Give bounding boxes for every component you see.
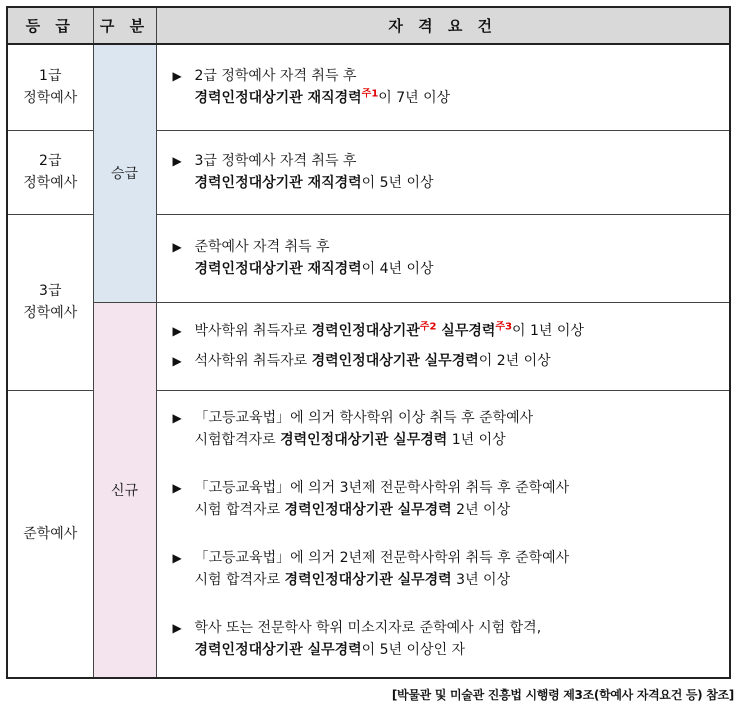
grade-label: 정학예사 [23, 90, 78, 107]
grade-label: 준학예사 [23, 525, 78, 542]
table-row [7, 44, 730, 130]
bullet-icon: ▶ [172, 410, 182, 425]
grade-cell-2 [7, 130, 93, 214]
list-item [173, 547, 720, 591]
footnote-marker: 주2 [419, 321, 437, 333]
req-bold: 경력인정대상기관 [311, 323, 420, 339]
list-item [173, 320, 720, 342]
req-tail: 이 5년 이상 [361, 175, 434, 191]
kind-label: 승급 [110, 166, 139, 183]
req-bold: 경력인정대상기관 재직경력 [194, 261, 362, 277]
list-item [173, 65, 720, 109]
bullet-icon: ▶ [172, 354, 182, 368]
grade-label: 3급 [39, 283, 62, 299]
kind-promotion [93, 44, 156, 302]
list-item [173, 617, 720, 661]
footnote-marker: 주1 [361, 88, 379, 100]
list-item [173, 477, 720, 521]
req-tail: 이 5년 이상인 자 [361, 641, 466, 658]
bullet-icon: ▶ [172, 480, 182, 495]
grade-label: 2급 [39, 153, 62, 169]
grade-label: 정학예사 [23, 175, 78, 191]
req-line: 준학예사 자격 취득 후 [194, 239, 330, 255]
req-bold: 경력인정대상기관 실무경력 [284, 571, 452, 588]
grade-cell-1 [7, 44, 93, 130]
req-line: 「고등교육법」에 의거 2년제 전문학사학위 취득 후 준학예사 [194, 549, 570, 566]
bullet-icon: ▶ [172, 69, 182, 84]
grade-label: 정학예사 [23, 305, 78, 321]
bullet-icon: ▶ [172, 240, 182, 254]
req-text: 시험합격자로 [194, 431, 281, 448]
list-item [173, 350, 720, 372]
grade-cell-3 [7, 214, 93, 390]
requirement-cell [156, 130, 730, 214]
bullet-icon: ▶ [172, 550, 182, 565]
requirement-cell [156, 44, 730, 130]
requirement-cell [156, 302, 730, 390]
req-line: 「고등교육법」에 의거 학사학위 이상 취득 후 준학예사 [194, 409, 534, 426]
req-tail: 3년 이상 [451, 571, 511, 588]
kind-new [93, 302, 156, 678]
list-item [173, 407, 720, 451]
req-tail: 이 2년 이상 [478, 353, 551, 369]
req-line: 2급 정학예사 자격 취득 후 [194, 68, 357, 85]
req-bold: 경력인정대상기관 실무경력 [284, 501, 452, 518]
req-bold: 경력인정대상기관 실무경력 [311, 353, 479, 369]
req-line: 3급 정학예사 자격 취득 후 [194, 153, 357, 169]
qualification-table [6, 6, 731, 679]
list-item [173, 236, 720, 280]
kind-label: 신규 [110, 482, 139, 499]
header-row [7, 7, 730, 44]
req-tail: 1년 이상 [447, 431, 506, 448]
req-bold: 경력인정대상기관 실무경력 [194, 641, 362, 658]
req-bold: 경력인정대상기관 실무경력 [280, 431, 448, 448]
req-tail: 이 7년 이상 [378, 90, 451, 107]
list-item [173, 150, 720, 194]
header-requirements: 자 격 요 건 [156, 7, 730, 44]
header-grade: 등 급 [7, 7, 93, 44]
req-tail: 2년 이상 [451, 501, 511, 518]
req-line: 「고등교육법」에 의거 3년제 전문학사학위 취득 후 준학예사 [194, 479, 570, 496]
table-row [7, 302, 730, 390]
bullet-icon: ▶ [172, 620, 182, 635]
bullet-icon: ▶ [172, 324, 182, 338]
grade-cell-assoc [7, 390, 93, 678]
requirement-cell [156, 390, 730, 678]
header-kind: 구 분 [93, 7, 156, 44]
source-reference: [박물관 및 미술관 진흥법 시행령 제3조(학예사 자격요건 등) 참조] [391, 688, 734, 702]
req-line: 학사 또는 전문학사 학위 미소지자로 준학예사 시험 합격, [194, 619, 542, 636]
req-tail: 이 4년 이상 [361, 261, 434, 277]
req-text: 시험 합격자로 [194, 571, 285, 588]
grade-label: 1급 [39, 68, 62, 85]
requirement-cell [156, 214, 730, 302]
req-tail: 이 1년 이상 [512, 323, 584, 339]
req-text: 박사학위 취득자로 [194, 323, 312, 339]
req-bold: 경력인정대상기관 재직경력 [194, 175, 362, 191]
bullet-icon: ▶ [172, 154, 182, 168]
footnote-marker: 주3 [495, 321, 513, 333]
req-bold: 실무경력 [436, 323, 496, 339]
req-bold: 경력인정대상기관 재직경력 [194, 90, 362, 107]
req-text: 석사학위 취득자로 [194, 353, 312, 369]
req-text: 시험 합격자로 [194, 501, 285, 518]
